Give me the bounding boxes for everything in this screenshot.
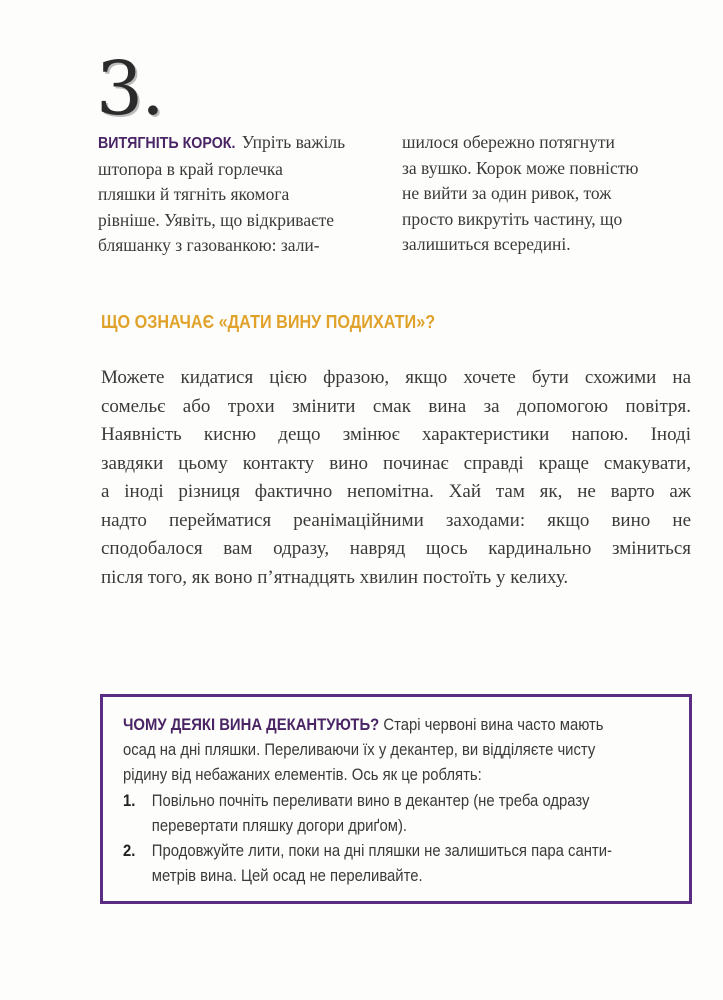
- text-line: рідину від небажаних елементів. Ось як це роблять:: [123, 766, 482, 785]
- text-line: сподобалося вам одразу, навряд щось кардинально зміниться: [101, 538, 691, 559]
- text-line: Можете кидатися цією фразою, якщо хочете бути схожими на: [101, 367, 691, 388]
- text-line: пляшки й тягніть якомога: [98, 184, 290, 205]
- step-text-left-column: [98, 130, 388, 259]
- text-line: штопора в край горлечка: [98, 158, 283, 179]
- text-line: перевертати пляшку догори дриґом).: [151, 816, 408, 835]
- text-line: завдяки цьому контакту вино починає справді краще смакувати,: [101, 452, 691, 474]
- tip-box: [100, 694, 692, 904]
- tip-text: [123, 713, 683, 889]
- list-number: 2.: [123, 842, 136, 861]
- text-line: просто викрутіть частину, що: [402, 208, 623, 229]
- text-line: рівніше. Уявіть, що відкриваєте: [98, 209, 335, 230]
- text-line: сомельє або трохи змінити смак вина за допомогою повітря.: [101, 395, 691, 417]
- tip-lead: ЧОМУ ДЕЯКІ ВИНА ДЕКАНТУЮТЬ?: [123, 716, 380, 734]
- text-line: шилося обережно потягнути: [402, 132, 615, 152]
- text-line: не вийти за один ривок, тож: [402, 183, 612, 204]
- step-number: 3.: [96, 46, 163, 132]
- text-line: надто перейматися реанімаційними заходами: якщо вино не: [101, 509, 691, 531]
- step-lead: ВИТЯГНІТЬ КОРОК.: [98, 135, 236, 152]
- list-number: 1.: [123, 791, 136, 810]
- text-line: за вушко. Корок може повністю: [402, 157, 639, 178]
- text-fragment: Старі червоні вина часто мають: [379, 716, 604, 734]
- list-item: [123, 839, 683, 864]
- section-heading: ЩО ОЗНАЧАЄ «ДАТИ ВИНУ ПОДИХАТИ»?: [101, 312, 436, 332]
- step-text-right-column: [402, 130, 697, 258]
- text-line: метрів вина. Цей осад не переливайте.: [151, 867, 423, 886]
- section-paragraph: [101, 364, 691, 592]
- list-item: [123, 789, 683, 814]
- text-line: Наявність кисню дещо змінює характеристики напою. Іноді: [101, 424, 691, 445]
- text-line: бляшанку з газованкою: зали-: [98, 235, 320, 256]
- text-line: [123, 713, 683, 738]
- text-fragment: Продовжуйте лити, поки на дні пляшки не залишиться пара санти-: [151, 842, 612, 861]
- text-fragment: Повільно почніть переливати вино в декантер (не треба одразу: [151, 791, 590, 810]
- text-line: [98, 130, 388, 157]
- text-line: а іноді різниця фактично непомітна. Хай там як, не варто аж: [101, 481, 691, 502]
- text-line: після того, як воно п’ятнадцять хвилин постоїть у келиху.: [101, 566, 569, 588]
- text-line: осад на дні пляшки. Переливаючи їх у декантер, ви відділяєте чисту: [123, 741, 596, 760]
- text-line: залишиться всередині.: [402, 234, 571, 255]
- text-fragment: Упріть важіль: [237, 132, 346, 152]
